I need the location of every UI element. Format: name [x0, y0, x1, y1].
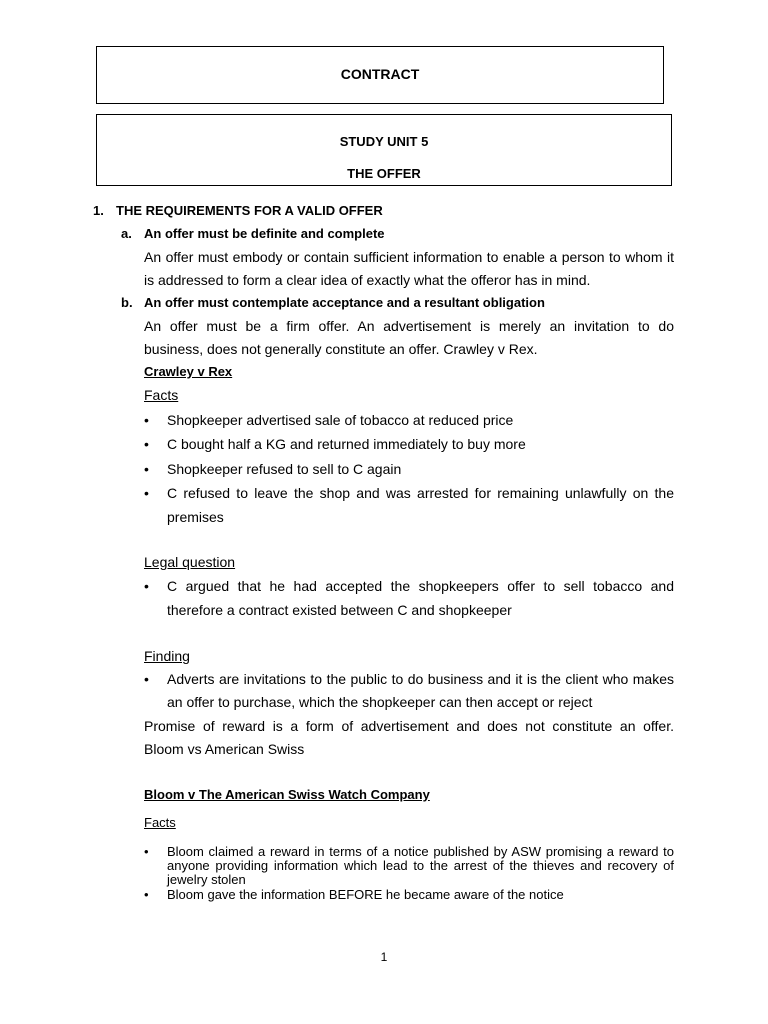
bullet-icon: • [144, 461, 149, 477]
fact-item: C bought half a KG and returned immediately to buy more [167, 436, 526, 452]
bullet-icon: • [144, 412, 149, 428]
bloom-fact-1: Bloom claimed a reward in terms of a notice published by ASW promising a reward to anyone providing information which lead to the arrest of the thieves and recovery of jewelry stolen [167, 844, 674, 887]
fact-item-continued: premises [167, 509, 224, 525]
legal-question-heading: Legal question [144, 554, 236, 570]
subsection-b-text-line2: business, does not generally constitute an offer. Crawley v Rex. [144, 341, 538, 357]
subsection-a-text-line1: An offer must embody or contain sufficient information to enable a person to whom it [144, 249, 674, 265]
bullet-icon: • [144, 578, 149, 594]
case-title-crawley: Crawley v Rex [144, 364, 233, 379]
bullet-icon: • [144, 887, 149, 902]
bullet-icon: • [144, 485, 149, 501]
section-heading: THE REQUIREMENTS FOR A VALID OFFER [116, 203, 383, 218]
facts-heading-bloom: Facts [144, 815, 176, 830]
case-title-bloom: Bloom v The American Swiss Watch Company [144, 787, 430, 802]
subsection-a-label: a. [121, 226, 132, 241]
page-number: 1 [380, 950, 388, 964]
finding-line1: Adverts are invitations to the public to do business and it is the client who makes [167, 671, 674, 687]
fact-item: Shopkeeper advertised sale of tobacco at reduced price [167, 412, 514, 428]
fact-item: Shopkeeper refused to sell to C again [167, 461, 402, 477]
promise-line2: Bloom vs American Swiss [144, 741, 305, 757]
subsection-b-label: b. [121, 295, 133, 310]
unit-title: THE OFFER [347, 166, 421, 181]
legal-question-line2: therefore a contract existed between C and shopkeeper [167, 602, 512, 618]
subsection-a-text-line2: is addressed to form a clear idea of exactly what the offeror has in mind. [144, 272, 591, 288]
promise-line1: Promise of reward is a form of advertisement and does not constitute an offer. [144, 718, 674, 734]
bullet-icon: • [144, 436, 149, 452]
facts-heading: Facts [144, 387, 179, 403]
finding-line2: an offer to purchase, which the shopkeeper can then accept or reject [167, 694, 593, 710]
fact-item: C refused to leave the shop and was arrested for remaining unlawfully on the [167, 485, 674, 501]
subsection-b-text-line1: An offer must be a firm offer. An advertisement is merely an invitation to do [144, 318, 674, 334]
document-title: CONTRACT [340, 66, 420, 82]
bullet-icon: • [144, 671, 149, 687]
legal-question-line1: C argued that he had accepted the shopkeepers offer to sell tobacco and [167, 578, 674, 594]
subsection-b-heading: An offer must contemplate acceptance and a resultant obligation [144, 295, 545, 310]
bullet-icon: • [144, 844, 149, 859]
section-number: 1. [93, 203, 104, 218]
finding-heading: Finding [144, 648, 190, 664]
subsection-a-heading: An offer must be definite and complete [144, 226, 385, 241]
bloom-fact-2: Bloom gave the information BEFORE he became aware of the notice [167, 887, 564, 902]
study-unit-label: STUDY UNIT 5 [339, 134, 429, 149]
